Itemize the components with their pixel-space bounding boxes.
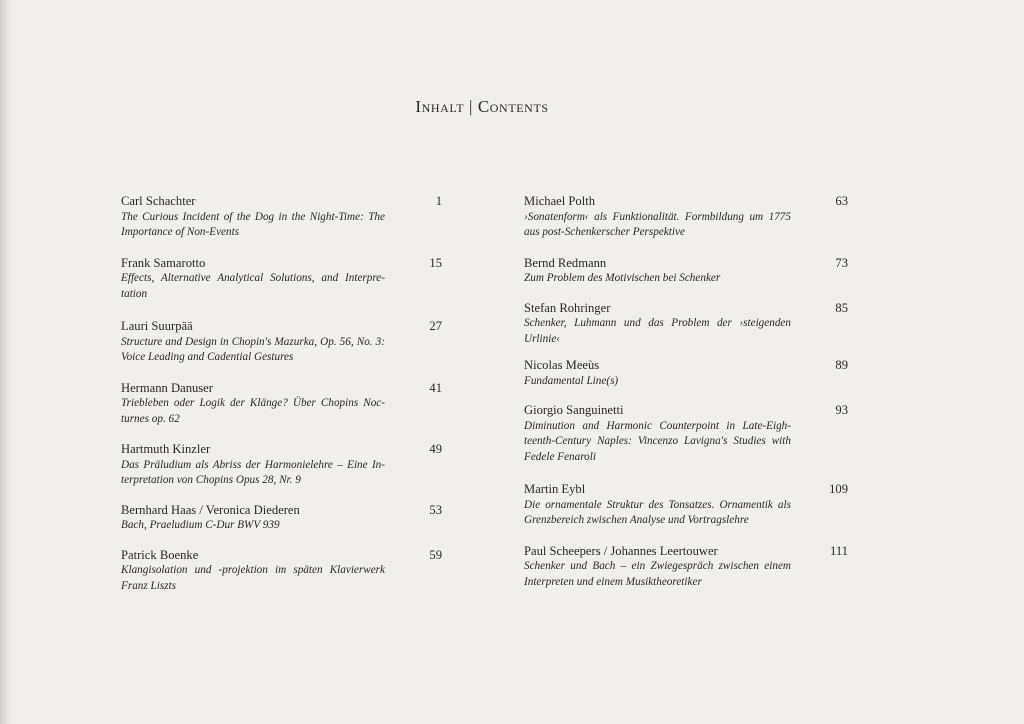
toc-entry[interactable] (524, 481, 848, 529)
entry-page-number: 111 (830, 543, 848, 558)
entry-title: Structure and Design in Chopin's Mazurka, Op. 56, No. 3: Voice Leading and Cadential Gestures (121, 335, 385, 363)
entry-title: Schenker, Luhmann und das Problem der ›steigenden Urlinie‹ (524, 317, 791, 345)
entry-author: Bernhard Haas / Veronica Diederen (121, 502, 300, 517)
entry-page-number: 109 (829, 482, 848, 496)
toc-entry[interactable] (121, 441, 442, 489)
entry-page-number: 93 (835, 403, 848, 417)
entry-author: Carl Schachter (121, 194, 196, 208)
entry-author: Patrick Boenke (121, 547, 199, 562)
entry-title: Die ornamentale Struktur des Tonsatzes. Ornamentik als Grenzbereich zwischen Analyse und Vortragslehre (524, 498, 791, 526)
entry-title: ›Sonatenform‹ als Funktionalität. Formbildung um 1775 aus post-Schenkerscher Perspektive (524, 210, 791, 238)
entry-page-number: 59 (429, 547, 442, 562)
entry-title: Diminution and Harmonic Counterpoint in Late-Eigh-teenth-Century Naples: Vincenzo Lavigna's Studies with Fedele Fenaroli (524, 419, 791, 463)
entry-title: The Curious Incident of the Dog in the Night-Time: The Importance of Non-Events (121, 210, 385, 238)
entry-page-number: 1 (435, 194, 442, 208)
entry-page-number: 89 (835, 358, 848, 372)
entry-author: Lauri Suurpää (121, 319, 193, 333)
toc-entry[interactable] (121, 502, 442, 534)
toc-entry[interactable] (121, 318, 442, 366)
page-title: Inhalt | Contents (415, 97, 549, 116)
entry-title: Bach, Praeludium C-Dur BWV 939 (121, 519, 280, 531)
entry-author: Frank Samarotto (121, 255, 206, 270)
entry-page-number: 27 (429, 319, 442, 333)
toc-entry[interactable] (121, 380, 442, 428)
toc-entry[interactable] (524, 255, 848, 287)
toc-entry[interactable] (524, 300, 848, 348)
entry-page-number: 63 (835, 194, 848, 208)
toc-entry[interactable] (524, 402, 848, 465)
entry-title: Das Präludium als Abriss der Harmonielehre – Eine In-terpretation von Chopins Opus 28, Nr. 9 (121, 458, 385, 486)
toc-entry[interactable] (121, 193, 442, 241)
toc-right-column (524, 193, 848, 604)
toc-entry[interactable] (121, 547, 442, 595)
entry-page-number: 15 (429, 255, 442, 270)
entry-title: Klangisolation und -projektion im späten Klavierwerk Franz Liszts (121, 564, 385, 592)
entry-page-number: 41 (429, 380, 442, 395)
entry-author: Nicolas Meeùs (524, 358, 600, 372)
toc-entry[interactable] (524, 193, 848, 241)
entry-author: Stefan Rohringer (524, 300, 611, 315)
entry-author: Hartmuth Kinzler (121, 442, 211, 456)
entry-title: Zum Problem des Motivischen bei Schenker (524, 272, 721, 284)
entry-author: Michael Polth (524, 194, 596, 208)
entry-author: Bernd Redmann (524, 255, 607, 270)
toc-left-column (121, 193, 442, 608)
entry-title: Effects, Alternative Analytical Solutions, and Interpre-tation (121, 272, 385, 300)
entry-page-number: 53 (429, 502, 442, 517)
toc-entry[interactable] (121, 255, 442, 303)
entry-author: Giorgio Sanguinetti (524, 403, 624, 417)
entry-author: Paul Scheepers / Johannes Leertouwer (524, 543, 718, 558)
entry-page-number: 49 (429, 442, 442, 456)
entry-page-number: 73 (835, 255, 848, 270)
entry-page-number: 85 (835, 300, 848, 315)
entry-title: Fundamental Line(s) (524, 374, 619, 387)
entry-title: Triebleben oder Logik der Klänge? Über Chopins Noc-turnes op. 62 (121, 397, 385, 425)
toc-entry[interactable] (524, 357, 848, 389)
entry-author: Hermann Danuser (121, 380, 213, 395)
entry-author: Martin Eybl (524, 482, 586, 496)
entry-title: Schenker und Bach – ein Zwiegespräch zwischen einem Interpreten und einem Musiktheoretiker (524, 560, 791, 588)
toc-entry[interactable] (524, 543, 848, 591)
